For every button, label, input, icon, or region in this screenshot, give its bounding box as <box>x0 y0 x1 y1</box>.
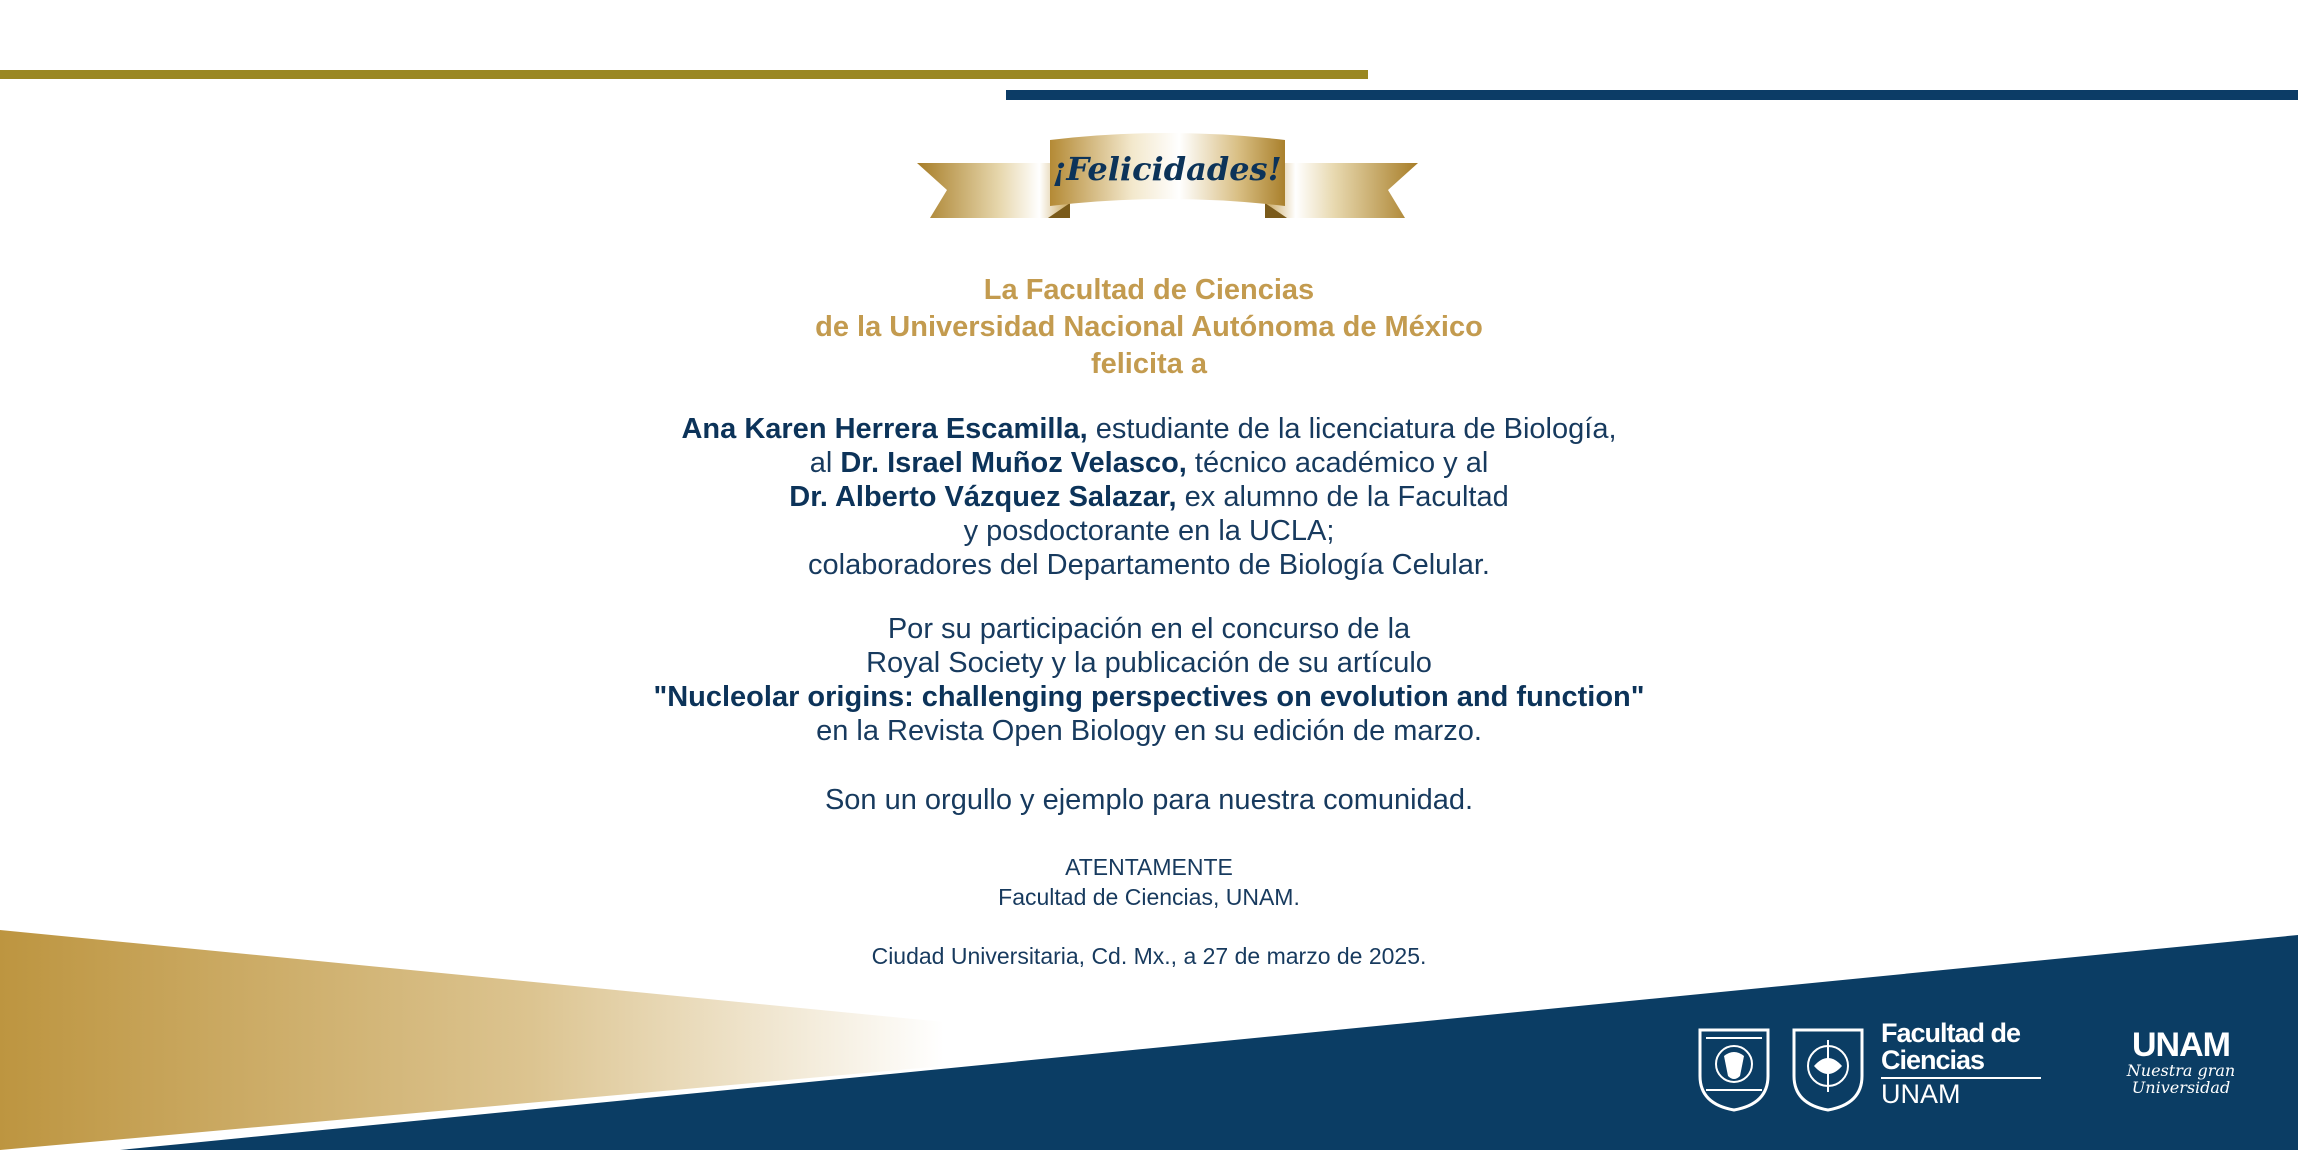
recipient-prefix: al <box>809 447 841 479</box>
recipient-name: Ana Karen Herrera Escamilla, <box>681 413 1088 445</box>
faculty-wordmark <box>1881 1020 2041 1109</box>
recipient-name: Dr. Israel Muñoz Velasco, <box>840 447 1187 479</box>
recipient-detail: y posdoctorante en la UCLA; <box>963 515 1335 547</box>
unam-logo <box>2116 1028 2246 1096</box>
recipient-name: Dr. Alberto Vázquez Salazar, <box>789 481 1177 513</box>
ribbon-text: ¡Felicidades! <box>1052 150 1282 188</box>
institution-headline <box>0 272 2298 383</box>
headline-line: de la Universidad Nacional Autónoma de México <box>815 311 1483 343</box>
article-title: "Nucleolar origins: challenging perspectives on evolution and function" <box>653 681 1645 713</box>
headline-line: felicita a <box>1090 348 1208 380</box>
unam-slogan: Universidad <box>2131 1078 2231 1097</box>
reason-paragraph <box>0 612 2298 748</box>
unam-slogan: Nuestra gran <box>2126 1061 2236 1080</box>
faculty-wordmark-line: Ciencias <box>1881 1045 1985 1075</box>
top-gold-line <box>0 70 1368 79</box>
closing-sentence: Son un orgullo y ejemplo para nuestra comunidad. <box>824 784 1474 816</box>
unam-wordmark: UNAM <box>2132 1026 2230 1064</box>
signature-salutation: ATENTAMENTE <box>1065 854 1233 880</box>
recipient-role: ex alumno de la Facultad <box>1176 481 1509 513</box>
faculty-wordmark-line: Facultad de <box>1881 1018 2021 1048</box>
unam-seal-icon <box>1696 1026 1772 1112</box>
reason-line: Royal Society y la publicación de su artículo <box>866 647 1432 679</box>
faculty-wordmark-unam: UNAM <box>1881 1079 1961 1109</box>
faculty-seal-icon <box>1790 1026 1866 1112</box>
felicidades-ribbon <box>915 128 1420 228</box>
recipient-role: estudiante de la licenciatura de Biología, <box>1087 413 1617 445</box>
footer-logos <box>1696 1020 2256 1120</box>
reason-line: en la Revista Open Biology en su edición de marzo. <box>816 715 1482 747</box>
signature-entity: Facultad de Ciencias, UNAM. <box>998 884 1300 910</box>
recipient-role: técnico académico y al <box>1186 447 1489 479</box>
recipients-paragraph <box>0 412 2298 582</box>
headline-line: La Facultad de Ciencias <box>983 274 1315 306</box>
recipient-department: colaboradores del Departamento de Biología Celular. <box>808 549 1490 581</box>
signature-block <box>0 852 2298 912</box>
place-date: Ciudad Universitaria, Cd. Mx., a 27 de marzo de 2025. <box>871 943 1427 969</box>
top-navy-line <box>1006 90 2298 100</box>
reason-line: Por su participación en el concurso de la <box>887 613 1411 645</box>
